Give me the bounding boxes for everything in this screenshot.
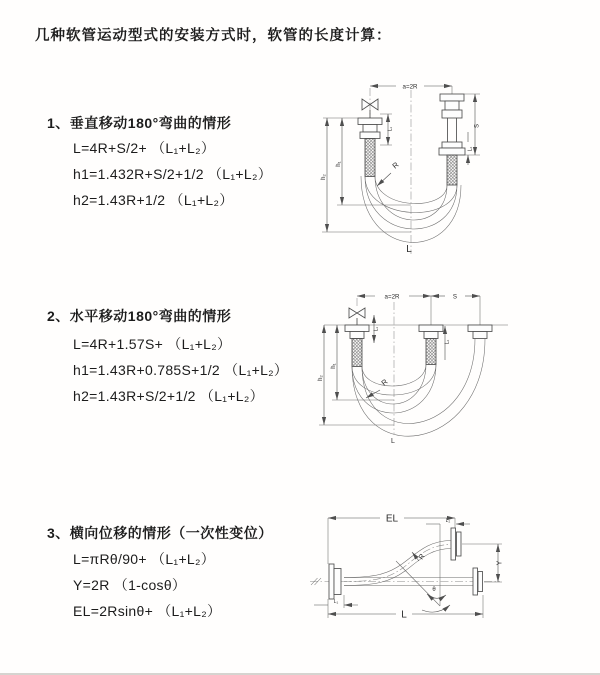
left-flange [345, 325, 369, 367]
left-flange [329, 564, 341, 599]
formula-line: L=πRθ/90+ （L₁+L₂） [73, 551, 216, 567]
dim-a2r-label: a=2R [402, 83, 418, 91]
section-1-heading: 1、垂直移动180°弯曲的情形 [47, 115, 232, 131]
formula-line: Y=2R （1-cosθ） [73, 577, 187, 593]
dim-l2-label: L₂ [467, 146, 474, 152]
angle-label: θ [432, 587, 436, 593]
dim-h1-label: h₁ [331, 363, 337, 369]
hose-u-arcs [352, 339, 485, 437]
formula-line: h2=1.43R+1/2 （L₁+L₂） [73, 192, 234, 208]
braided-hose-middle [426, 339, 436, 365]
middle-flange [419, 325, 443, 365]
radius-label: R [379, 377, 390, 388]
dim-l1-label: L₁ [387, 126, 394, 132]
dim-h1-label: h₁ [336, 161, 342, 167]
dim-l2-label: L₂ [445, 518, 451, 524]
angle-construction [396, 561, 450, 612]
dim-s-label: S [452, 293, 458, 301]
radius-label: R [390, 160, 401, 171]
braided-hose-right [447, 155, 457, 185]
centerlines [357, 298, 394, 434]
page-title: 几种软管运动型式的安装方式时，软管的长度计算： [35, 28, 392, 44]
length-label: L [401, 609, 407, 621]
formula-line: h1=1.43R+0.785S+1/2 （L₁+L₂） [73, 362, 289, 378]
formula-line: L=4R+1.57S+ （L₁+L₂） [73, 336, 232, 352]
right-flange [468, 325, 492, 339]
radius-label: R [417, 552, 427, 562]
valve-icon [349, 308, 365, 325]
dim-l [328, 595, 483, 621]
formula-line: h1=1.432R+S/2+1/2 （L₁+L₂） [73, 166, 273, 182]
dim-a2r-label: a=2R [384, 293, 400, 301]
dim-a2r [357, 293, 431, 300]
centerlines [370, 88, 411, 254]
dim-h2-label: h₂ [318, 375, 324, 381]
dim-s [431, 293, 480, 325]
diagram-lateral-displacement [300, 498, 600, 648]
dim-y-label: Y [496, 560, 504, 566]
braided-hose-left [352, 339, 362, 367]
section-3-heading: 3、横向位移的情形（一次性变位） [47, 525, 273, 541]
dim-h2-label: h₂ [321, 174, 327, 180]
formula-line: L=4R+S/2+ （L₁+L₂） [73, 140, 216, 156]
dim-l2 [445, 326, 451, 360]
dim-l2-label: L₂ [444, 339, 451, 345]
dim-l1-label: L₁ [373, 326, 380, 332]
braided-hose-left [365, 139, 375, 177]
dim-el [328, 513, 455, 564]
dim-l2 [468, 132, 474, 165]
dim-s-label: S [474, 123, 481, 129]
left-flange [358, 118, 382, 177]
dim-l1 [314, 595, 358, 608]
dim-l1 [374, 315, 380, 343]
right-flange [439, 94, 465, 185]
formula-line: h2=1.43R+S/2+1/2 （L₁+L₂） [73, 388, 264, 404]
formula-line: EL=2Rsinθ+ （L₁+L₂） [73, 603, 222, 619]
dim-l1-label: L₁ [333, 599, 339, 605]
section-2-heading: 2、水平移动180°弯曲的情形 [47, 308, 232, 324]
length-label: L [391, 438, 395, 445]
dim-s [464, 94, 481, 155]
upper-flange [451, 528, 461, 560]
diagram-vertical-bend [312, 72, 597, 264]
dim-radius [377, 160, 401, 186]
dim-el-label: EL [385, 513, 399, 525]
length-label: L [406, 244, 412, 255]
diagram-horizontal-bend [312, 282, 600, 467]
hose-s-curve [344, 541, 451, 586]
